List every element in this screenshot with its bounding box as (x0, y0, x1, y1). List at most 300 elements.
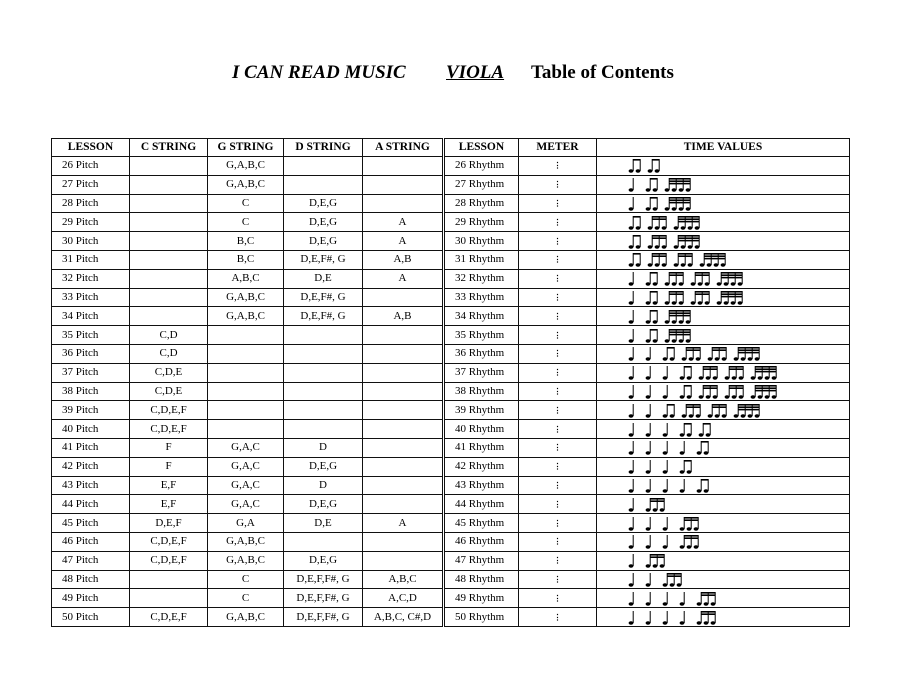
meter-cell (519, 288, 597, 307)
lesson-rhythm-cell: 50 Rhythm (444, 608, 519, 627)
lesson-pitch-cell: 49 Pitch (52, 589, 130, 608)
note-head (697, 452, 702, 455)
time-signature-icon: ⋮ (553, 537, 562, 547)
note-head (708, 414, 713, 417)
lesson-pitch-cell: 28 Pitch (52, 194, 130, 213)
note-beam (669, 181, 690, 183)
note-head (704, 602, 709, 605)
note-head (681, 264, 686, 267)
meter-cell (519, 608, 597, 627)
note-head (722, 414, 727, 417)
table-body (52, 157, 850, 627)
lesson-pitch-cell: 44 Pitch (52, 495, 130, 514)
note-beam (729, 369, 743, 371)
note-head (758, 395, 763, 398)
header-a-string: A STRING (363, 139, 444, 157)
note-head (670, 358, 675, 361)
note-beam (633, 159, 640, 161)
note-beam (684, 366, 691, 368)
time-values-cell (597, 514, 850, 533)
time-signature-icon: ⋮ (553, 574, 562, 584)
c-string-cell (130, 570, 208, 589)
meter-cell (519, 551, 597, 570)
meter-cell (519, 175, 597, 194)
note-head (672, 207, 677, 210)
note-head (695, 245, 700, 248)
note-head (629, 433, 634, 436)
note-beam (729, 385, 743, 387)
c-string-cell (130, 307, 208, 326)
note-beam (721, 275, 742, 277)
d-string-cell: D,E,F,F#, G (284, 608, 363, 627)
lesson-pitch-cell: 46 Pitch (52, 532, 130, 551)
time-values-cell (597, 532, 850, 551)
note-beam (721, 272, 742, 274)
header-g-string: G STRING (208, 139, 284, 157)
note-beam (686, 350, 700, 352)
table-row (52, 382, 850, 401)
d-string-cell: D,E,F#, G (284, 307, 363, 326)
note-head (679, 282, 684, 285)
note-beam (633, 253, 640, 255)
note-head (696, 358, 701, 361)
rhythm-notation-icon (627, 496, 842, 513)
note-beam (669, 291, 683, 293)
meter-cell (519, 457, 597, 476)
table-row (52, 157, 850, 176)
note-head (663, 602, 668, 605)
note-beam (738, 350, 759, 352)
time-values-cell (597, 232, 850, 251)
rhythm-notation-icon (627, 270, 842, 287)
c-string-cell: C,D,E,F (130, 551, 208, 570)
table-row (52, 326, 850, 345)
lesson-rhythm-cell: 28 Rhythm (444, 194, 519, 213)
note-head (679, 339, 684, 342)
note-beam (738, 352, 759, 354)
lesson-rhythm-cell: 36 Rhythm (444, 344, 519, 363)
note-head (687, 470, 692, 473)
note-head (646, 414, 651, 417)
time-signature-icon: ⋮ (553, 349, 562, 359)
note-head (739, 376, 744, 379)
meter-cell (519, 157, 597, 176)
table-row (52, 532, 850, 551)
lesson-rhythm-cell: 41 Rhythm (444, 438, 519, 457)
table-row (52, 589, 850, 608)
rhythm-notation-icon (627, 533, 842, 550)
g-string-cell: A,B,C (208, 269, 284, 288)
time-values-cell (597, 608, 850, 627)
note-beam (650, 272, 657, 274)
d-string-cell (284, 382, 363, 401)
note-head (691, 301, 696, 304)
note-head (648, 226, 653, 229)
note-head (646, 282, 651, 285)
note-head (646, 301, 651, 304)
note-head (682, 358, 687, 361)
note-beam (650, 310, 657, 312)
note-beam (738, 406, 759, 408)
meter-cell (519, 307, 597, 326)
note-beam (686, 404, 700, 406)
note-beam (667, 347, 674, 349)
note-beam (721, 296, 742, 298)
note-beam (755, 371, 776, 373)
g-string-cell: G,A,B,C (208, 532, 284, 551)
time-signature-icon: ⋮ (553, 480, 562, 490)
note-head (629, 170, 634, 173)
note-beam (678, 256, 692, 258)
note-head (646, 470, 651, 473)
lesson-rhythm-cell: 40 Rhythm (444, 420, 519, 439)
note-beam (701, 613, 715, 615)
c-string-cell: C,D,E,F (130, 420, 208, 439)
lesson-rhythm-cell: 29 Rhythm (444, 213, 519, 232)
rhythm-notation-icon (627, 383, 842, 400)
note-head (665, 301, 670, 304)
time-values-cell (597, 476, 850, 495)
note-head (662, 245, 667, 248)
a-string-cell: A (363, 232, 444, 251)
g-string-cell: G,A,C (208, 495, 284, 514)
note-beam (695, 291, 709, 293)
note-head (663, 395, 668, 398)
a-string-cell (363, 344, 444, 363)
note-beam (678, 239, 699, 241)
note-head (722, 358, 727, 361)
time-values-cell (597, 589, 850, 608)
g-string-cell: C (208, 194, 284, 213)
rhythm-notation-icon (627, 590, 842, 607)
header-meter: METER (519, 139, 597, 157)
note-head (717, 301, 722, 304)
table-row (52, 551, 850, 570)
meter-cell (519, 589, 597, 608)
note-head (646, 546, 651, 549)
note-beam (650, 291, 657, 293)
c-string-cell: D,E,F (130, 514, 208, 533)
note-beam (684, 517, 698, 519)
a-string-cell (363, 532, 444, 551)
note-beam (712, 404, 726, 406)
table-row (52, 194, 850, 213)
time-signature-icon: ⋮ (553, 311, 562, 321)
note-head (694, 546, 699, 549)
rhythm-notation-icon (627, 458, 842, 475)
note-head (704, 489, 709, 492)
time-values-cell (597, 382, 850, 401)
meter-cell (519, 420, 597, 439)
time-signature-icon: ⋮ (553, 499, 562, 509)
lesson-rhythm-cell: 35 Rhythm (444, 326, 519, 345)
time-signature-icon: ⋮ (553, 443, 562, 453)
d-string-cell: D,E,F,F#, G (284, 589, 363, 608)
note-head (705, 301, 710, 304)
note-beam (652, 216, 666, 218)
note-beam (755, 366, 776, 368)
g-string-cell (208, 382, 284, 401)
note-head (629, 564, 634, 567)
c-string-cell: C,D (130, 326, 208, 345)
note-head (699, 395, 704, 398)
table-row (52, 363, 850, 382)
note-head (680, 433, 685, 436)
note-head (738, 282, 743, 285)
note-beam (755, 390, 776, 392)
a-string-cell (363, 175, 444, 194)
note-head (695, 226, 700, 229)
a-string-cell: A (363, 269, 444, 288)
note-head (741, 358, 746, 361)
a-string-cell (363, 420, 444, 439)
meter-cell (519, 250, 597, 269)
time-values-cell (597, 194, 850, 213)
d-string-cell (284, 157, 363, 176)
note-head (672, 301, 677, 304)
g-string-cell: G,A,C (208, 457, 284, 476)
g-string-cell: C (208, 570, 284, 589)
c-string-cell: C,D,E (130, 363, 208, 382)
note-head (629, 583, 634, 586)
header-d-string: D STRING (284, 139, 363, 157)
rhythm-notation-icon (627, 552, 842, 569)
note-beam (684, 423, 691, 425)
note-head (734, 414, 739, 417)
lesson-pitch-cell: 50 Pitch (52, 608, 130, 627)
note-beam (755, 387, 776, 389)
note-beam (712, 347, 726, 349)
c-string-cell (130, 288, 208, 307)
note-head (724, 301, 729, 304)
note-head (655, 170, 660, 173)
rhythm-notation-icon (627, 421, 842, 438)
time-signature-icon: ⋮ (553, 180, 562, 190)
note-beam (704, 256, 725, 258)
lesson-rhythm-cell: 30 Rhythm (444, 232, 519, 251)
meter-cell (519, 232, 597, 251)
note-head (674, 245, 679, 248)
time-signature-icon: ⋮ (553, 217, 562, 227)
note-head (704, 452, 709, 455)
note-head (646, 358, 651, 361)
note-head (663, 452, 668, 455)
note-beam (669, 197, 690, 199)
note-head (755, 414, 760, 417)
note-beam (667, 573, 681, 575)
c-string-cell: C,D,E,F (130, 532, 208, 551)
time-values-cell (597, 288, 850, 307)
note-beam (701, 479, 708, 481)
note-beam (695, 275, 709, 277)
time-values-cell (597, 495, 850, 514)
rhythm-notation-icon (627, 609, 842, 626)
note-head (707, 264, 712, 267)
meter-cell (519, 326, 597, 345)
rhythm-notation-icon (627, 195, 842, 212)
c-string-cell (130, 213, 208, 232)
note-beam (738, 347, 759, 349)
d-string-cell: D,E (284, 269, 363, 288)
note-head (694, 527, 699, 530)
note-head (772, 395, 777, 398)
d-string-cell: D,E (284, 514, 363, 533)
lesson-pitch-cell: 48 Pitch (52, 570, 130, 589)
note-head (629, 358, 634, 361)
note-head (679, 188, 684, 191)
note-beam (738, 409, 759, 411)
note-head (739, 395, 744, 398)
note-beam (704, 258, 725, 260)
note-beam (652, 218, 666, 220)
note-head (772, 376, 777, 379)
note-head (636, 226, 641, 229)
note-head (629, 489, 634, 492)
c-string-cell (130, 269, 208, 288)
note-beam (721, 293, 742, 295)
note-head (677, 583, 682, 586)
rhythm-notation-icon (627, 308, 842, 325)
note-beam (721, 277, 742, 279)
time-values-cell (597, 457, 850, 476)
a-string-cell: A (363, 514, 444, 533)
note-beam (703, 385, 717, 387)
note-head (655, 226, 660, 229)
g-string-cell: G,A,B,C (208, 175, 284, 194)
c-string-cell: C,D (130, 344, 208, 363)
note-head (629, 376, 634, 379)
rhythm-notation-icon (627, 214, 842, 231)
note-head (662, 264, 667, 267)
note-beam (686, 406, 700, 408)
note-head (732, 376, 737, 379)
a-string-cell: A,B,C (363, 570, 444, 589)
note-head (663, 621, 668, 624)
g-string-cell: B,C (208, 232, 284, 251)
note-head (663, 583, 668, 586)
table-row (52, 250, 850, 269)
note-head (725, 376, 730, 379)
rhythm-notation-icon (627, 364, 842, 381)
time-values-cell (597, 570, 850, 589)
note-head (653, 508, 658, 511)
note-beam (712, 350, 726, 352)
a-string-cell: A (363, 213, 444, 232)
header-lesson: LESSON (52, 139, 130, 157)
note-head (646, 395, 651, 398)
lesson-pitch-cell: 31 Pitch (52, 250, 130, 269)
header-c-string: C STRING (130, 139, 208, 157)
lesson-pitch-cell: 38 Pitch (52, 382, 130, 401)
note-head (699, 433, 704, 436)
lesson-pitch-cell: 29 Pitch (52, 213, 130, 232)
note-head (689, 414, 694, 417)
note-beam (669, 199, 690, 201)
note-beam (652, 237, 666, 239)
g-string-cell: G,A,C (208, 438, 284, 457)
note-head (725, 395, 730, 398)
note-beam (678, 235, 699, 237)
note-head (646, 508, 651, 511)
d-string-cell: D (284, 476, 363, 495)
note-head (653, 320, 658, 323)
d-string-cell (284, 532, 363, 551)
time-signature-icon: ⋮ (553, 330, 562, 340)
note-head (629, 245, 634, 248)
note-beam (669, 202, 690, 204)
d-string-cell: D,E,G (284, 551, 363, 570)
lesson-rhythm-cell: 39 Rhythm (444, 401, 519, 420)
note-head (636, 170, 641, 173)
g-string-cell: C (208, 213, 284, 232)
a-string-cell: A,B,C, C#,D (363, 608, 444, 627)
c-string-cell (130, 157, 208, 176)
header-row (52, 139, 850, 157)
c-string-cell (130, 194, 208, 213)
note-beam (684, 538, 698, 540)
note-head (680, 470, 685, 473)
note-head (629, 621, 634, 624)
note-head (681, 226, 686, 229)
note-head (665, 207, 670, 210)
note-beam (703, 423, 710, 425)
meter-cell (519, 382, 597, 401)
time-signature-icon: ⋮ (553, 462, 562, 472)
note-beam (669, 293, 683, 295)
note-head (691, 282, 696, 285)
note-beam (684, 519, 698, 521)
note-head (704, 621, 709, 624)
rhythm-notation-icon (627, 327, 842, 344)
rhythm-notation-icon (627, 571, 842, 588)
note-head (751, 376, 756, 379)
a-string-cell (363, 457, 444, 476)
note-head (655, 245, 660, 248)
note-beam (695, 293, 709, 295)
table-row (52, 307, 850, 326)
d-string-cell (284, 175, 363, 194)
note-beam (704, 253, 725, 255)
table-row (52, 495, 850, 514)
lesson-rhythm-cell: 26 Rhythm (444, 157, 519, 176)
note-beam (755, 385, 776, 387)
note-head (629, 339, 634, 342)
note-head (629, 226, 634, 229)
note-head (738, 301, 743, 304)
lesson-pitch-cell: 45 Pitch (52, 514, 130, 533)
d-string-cell: D,E,F#, G (284, 250, 363, 269)
table-row (52, 175, 850, 194)
note-head (688, 245, 693, 248)
table-row (52, 420, 850, 439)
c-string-cell (130, 250, 208, 269)
note-head (636, 264, 641, 267)
note-head (629, 301, 634, 304)
c-string-cell: F (130, 438, 208, 457)
a-string-cell: A,B (363, 250, 444, 269)
note-head (672, 188, 677, 191)
time-signature-icon: ⋮ (553, 292, 562, 302)
note-head (662, 226, 667, 229)
note-head (741, 414, 746, 417)
c-string-cell (130, 232, 208, 251)
note-head (680, 376, 685, 379)
d-string-cell: D,E,G (284, 194, 363, 213)
note-beam (650, 557, 664, 559)
table-row (52, 457, 850, 476)
c-string-cell (130, 175, 208, 194)
time-signature-icon: ⋮ (553, 556, 562, 566)
